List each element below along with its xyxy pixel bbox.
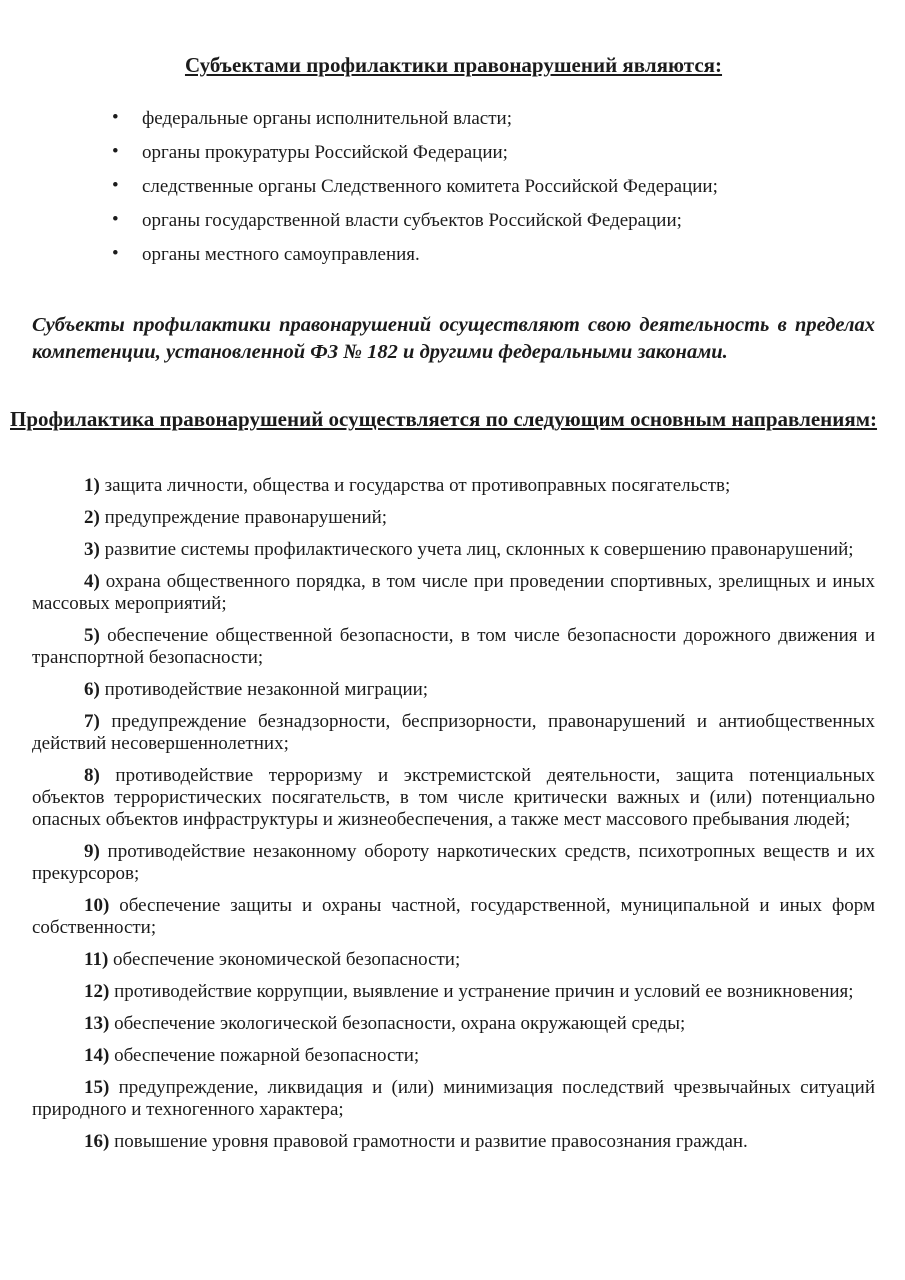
direction-item xyxy=(32,711,875,755)
direction-number: 7) xyxy=(84,711,100,732)
direction-item xyxy=(32,1077,875,1121)
direction-item xyxy=(32,1013,875,1035)
direction-number: 14) xyxy=(84,1045,110,1066)
bullet-icon: • xyxy=(112,107,119,128)
direction-item xyxy=(32,981,875,1003)
direction-item xyxy=(32,679,875,701)
direction-number: 15) xyxy=(84,1077,110,1098)
subject-item xyxy=(112,209,875,232)
direction-number: 4) xyxy=(84,571,100,592)
directions-list xyxy=(32,475,875,1153)
direction-number: 16) xyxy=(84,1131,110,1152)
subject-item xyxy=(112,175,875,198)
subject-text: органы государственной власти субъектов Российской Федерации; xyxy=(142,210,682,231)
subject-item xyxy=(112,243,875,266)
direction-text: развитие системы профилактического учета лиц, склонных к совершению правонарушений; xyxy=(99,539,854,560)
direction-item xyxy=(32,1045,875,1067)
direction-item xyxy=(32,625,875,669)
direction-item xyxy=(32,895,875,939)
direction-text: обеспечение общественной безопасности, в том числе безопасности дорожного движения и транспортной безопасности; xyxy=(32,625,875,668)
direction-text: противодействие коррупции, выявление и устранение причин и условий ее возникновения; xyxy=(109,981,854,1002)
direction-text: противодействие терроризму и экстремистской деятельности, защита потенциальных объектов террористических посягательств, в том числе критически важных и (или) потенциально опасных объектов инфраструктуры и жизнеобеспечения, а также мест массового пребывания людей; xyxy=(32,765,875,830)
direction-item xyxy=(32,841,875,885)
subjects-list xyxy=(32,108,875,266)
direction-item xyxy=(32,571,875,615)
subject-text: органы местного самоуправления. xyxy=(142,244,420,265)
direction-item xyxy=(32,475,875,497)
direction-number: 6) xyxy=(84,679,100,700)
subject-text: органы прокуратуры Российской Федерации; xyxy=(142,142,508,163)
direction-text: обеспечение пожарной безопасности; xyxy=(109,1045,420,1066)
direction-number: 5) xyxy=(84,625,100,646)
subject-item xyxy=(112,107,875,130)
direction-number: 11) xyxy=(84,949,109,970)
direction-item xyxy=(32,949,875,971)
direction-item xyxy=(32,539,875,561)
bullet-icon: • xyxy=(112,175,119,196)
direction-number: 1) xyxy=(84,475,100,496)
direction-text: предупреждение правонарушений; xyxy=(99,507,388,528)
direction-number: 2) xyxy=(84,507,100,528)
direction-text: обеспечение защиты и охраны частной, государственной, муниципальной и иных форм собственности; xyxy=(32,895,875,938)
direction-item xyxy=(32,1131,875,1153)
section-heading: Профилактика правонарушений осуществляется по следующим основным направлениям: xyxy=(10,407,878,431)
direction-text: охрана общественного порядка, в том числе при проведении спортивных, зрелищных и иных массовых мероприятий; xyxy=(32,571,875,614)
direction-number: 13) xyxy=(84,1013,110,1034)
direction-text: противодействие незаконной миграции; xyxy=(99,679,429,700)
direction-number: 9) xyxy=(84,841,100,862)
direction-text: предупреждение безнадзорности, беспризорности, правонарушений и антиобщественных действий несовершеннолетних; xyxy=(32,711,875,754)
direction-text: повышение уровня правовой грамотности и развитие правосознания граждан. xyxy=(109,1131,748,1152)
direction-text: обеспечение экономической безопасности; xyxy=(108,949,461,970)
direction-number: 12) xyxy=(84,981,110,1002)
lead-paragraph: Субъекты профилактики правонарушений осуществляют свою деятельность в пределах компетенции, установленной ФЗ № 182 и другими федеральными законами. xyxy=(32,314,875,363)
direction-text: противодействие незаконному обороту наркотических средств, психотропных веществ и их прекурсоров; xyxy=(32,841,875,884)
bullet-icon: • xyxy=(112,141,119,162)
direction-number: 8) xyxy=(84,765,100,786)
bullet-icon: • xyxy=(112,243,119,264)
direction-item xyxy=(32,507,875,529)
direction-text: защита личности, общества и государства от противоправных посягательств; xyxy=(99,475,731,496)
subject-text: следственные органы Следственного комитета Российской Федерации; xyxy=(142,176,718,197)
direction-text: обеспечение экологической безопасности, охрана окружающей среды; xyxy=(109,1013,686,1034)
bullet-icon: • xyxy=(112,209,119,230)
direction-number: 10) xyxy=(84,895,110,916)
direction-number: 3) xyxy=(84,539,100,560)
direction-item xyxy=(32,765,875,831)
subject-item xyxy=(112,141,875,164)
document-title: Субъектами профилактики правонарушений являются: xyxy=(184,53,723,77)
subject-text: федеральные органы исполнительной власти; xyxy=(142,108,512,129)
direction-text: предупреждение, ликвидация и (или) минимизация последствий чрезвычайных ситуаций природного и техногенного характера; xyxy=(32,1077,875,1120)
